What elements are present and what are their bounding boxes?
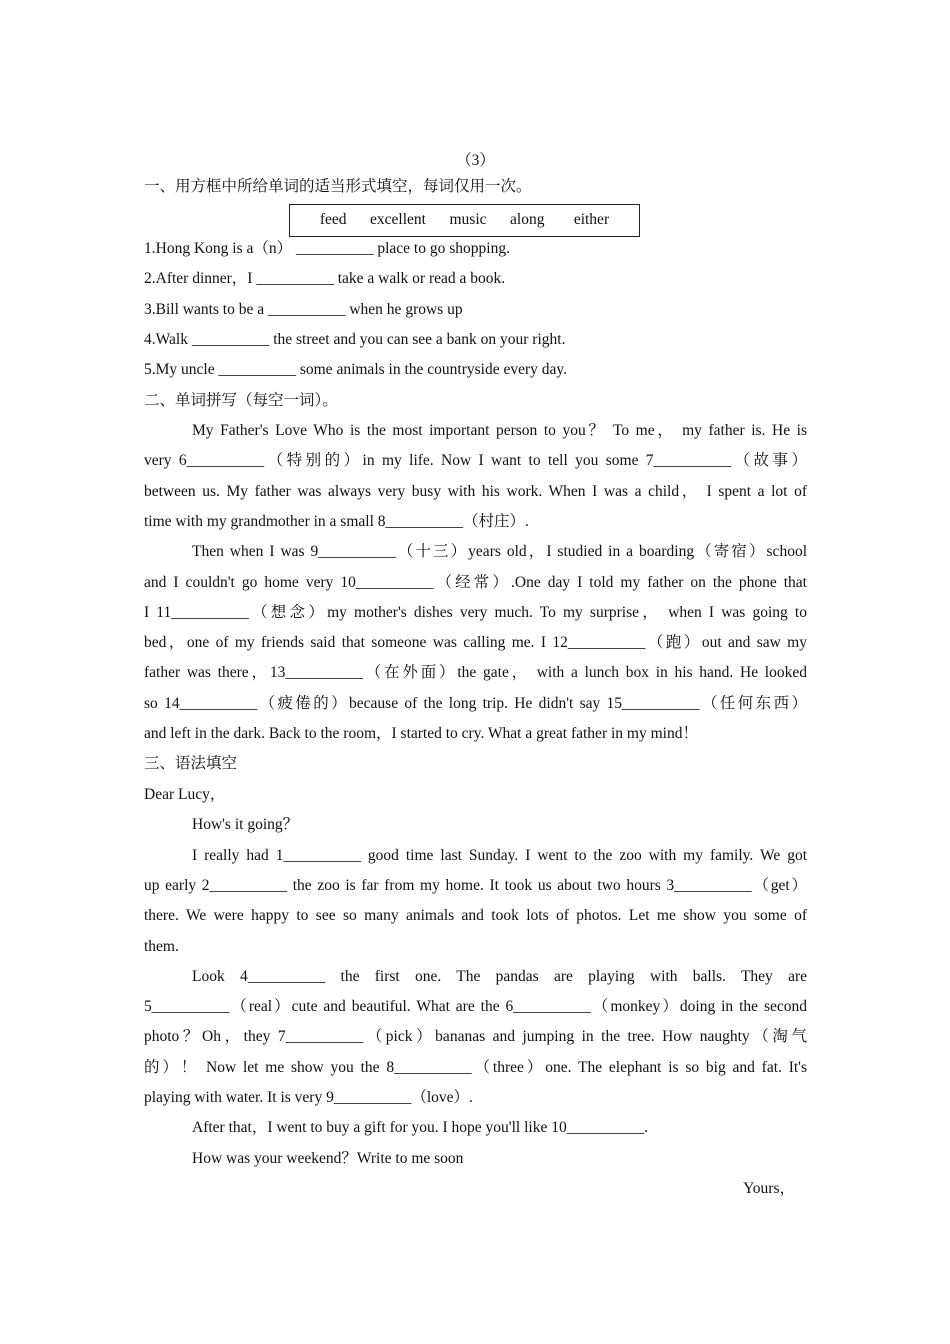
- exercise-number: （3）: [456, 152, 495, 169]
- s3-line-7: 5__________（real）cute and beautiful. What are the 6__________（monkey）doing in the second: [144, 998, 807, 1015]
- s2-line-5: Then when I was 9__________（十三）years old，I studied in a boarding（寄宿）school: [192, 543, 807, 560]
- s2-line-2: very 6__________（特别的）in my life. Now I want to tell you some 7__________（故事）: [144, 452, 807, 469]
- s2-line-9: father was there，13__________（在外面）the gate， with a lunch box in his hand. He looked: [144, 664, 807, 681]
- s2-line-11: and left in the dark. Back to the room，I started to cry. What a great father in my mind！: [144, 725, 698, 742]
- s2-line-7: I 11__________（想念）my mother's dishes very much. To my surprise， when I was going to: [144, 604, 807, 621]
- s2-line-6: and I couldn't go home very 10__________（经常）.One day I told my father on the phone that: [144, 574, 807, 591]
- s3-line-5: them.: [144, 938, 179, 955]
- s1-item-4: 4.Walk __________ the street and you can see a bank on your right.: [144, 331, 566, 348]
- letter-closing: Yours，: [743, 1180, 795, 1197]
- s2-line-1: My Father's Love Who is the most important person to you？ To me， my father is. He is: [192, 422, 807, 439]
- s1-item-3: 3.Bill wants to be a __________ when he grows up: [144, 301, 463, 318]
- s3-line-9: 的）！ Now let me show you the 8__________（three）one. The elephant is so big and fat. It's: [144, 1059, 807, 1076]
- s3-line-11: After that，I went to buy a gift for you. I hope you'll like 10__________.: [192, 1119, 649, 1136]
- s3-line-2: I really had 1__________ good time last Sunday. I went to the zoo with my family. We got: [192, 847, 807, 864]
- s2-line-4: time with my grandmother in a small 8__________（村庄）.: [144, 513, 529, 530]
- s3-line-12: How was your weekend？Write to me soon: [192, 1150, 464, 1167]
- letter-greeting: Dear Lucy，: [144, 786, 226, 803]
- s1-item-2: 2.After dinner，I __________ take a walk or read a book.: [144, 270, 506, 287]
- s2-line-10: so 14__________（疲倦的）because of the long trip. He didn't say 15__________（任何东西）: [144, 695, 807, 712]
- s3-line-10: playing with water. It is very 9__________（love）.: [144, 1089, 473, 1106]
- s2-line-8: bed，one of my friends said that someone was calling me. I 12__________（跑）out and saw my: [144, 634, 807, 651]
- section2-heading: 二、单词拼写（每空一词）。: [144, 392, 338, 409]
- s2-line-3: between us. My father was always very busy with his work. When I was a child， I spent a lot of: [144, 483, 807, 500]
- section3-heading: 三、语法填空: [144, 755, 238, 772]
- word-box-text: feed excellent music along either: [319, 211, 610, 228]
- s3-line-4: there. We were happy to see so many animals and took lots of photos. Let me show you some of: [144, 907, 807, 924]
- s1-item-1: 1.Hong Kong is a（n） __________ place to go shopping.: [144, 240, 510, 257]
- s3-line-1: How's it going？: [192, 816, 299, 833]
- word-box: [289, 204, 640, 237]
- s3-line-8: photo？Oh，they 7__________（pick）bananas and jumping in the tree. How naughty（淘气: [144, 1028, 807, 1045]
- section1-heading: 一、用方框中所给单词的适当形式填空，每词仅用一次。: [144, 178, 532, 195]
- s3-line-3: up early 2__________ the zoo is far from my home. It took us about two hours 3__________（get）: [144, 877, 807, 894]
- s1-item-5: 5.My uncle __________ some animals in the countryside every day.: [144, 361, 568, 378]
- s3-line-6: Look 4__________ the first one. The pandas are playing with balls. They are: [192, 968, 807, 985]
